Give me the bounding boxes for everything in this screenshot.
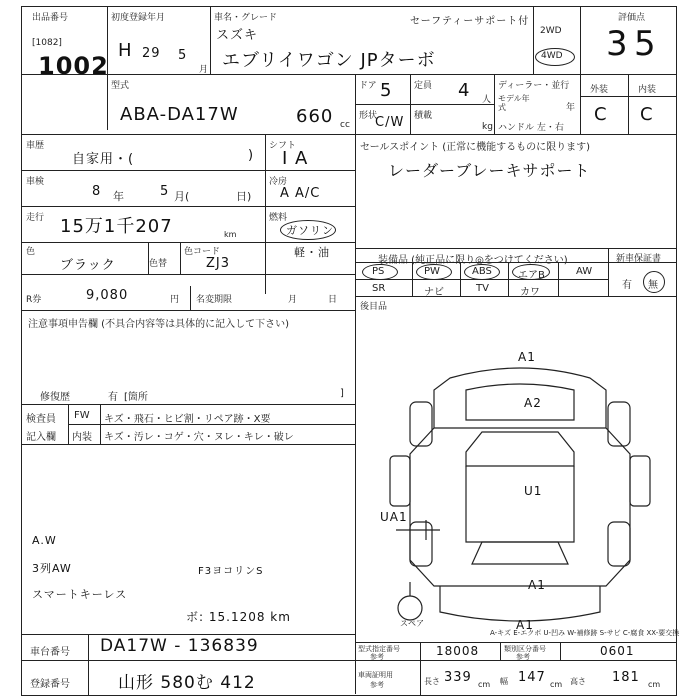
load-label: 積載 [414,111,433,121]
inspection-month-unit: 月( [174,190,190,203]
equip-pw: PW [424,266,440,277]
fuel-gas: ガソリン [286,224,334,237]
interior: C [640,104,654,125]
shift-label: シフト [269,141,297,151]
model-year: モデル年式 [498,94,530,112]
repair-bracket: [箇所 [124,392,148,403]
plate: 山形 580む 412 [118,673,256,693]
score-int: 3 [606,24,629,64]
shape-label: 形状 [359,111,378,121]
diagram-spare: スペア [400,619,424,628]
equipment-label: 装備品 (純正品に限り◎をつけてください) [378,255,568,266]
load-unit: kg [482,122,493,132]
car-note: セーフティーサポート付 [410,16,530,27]
recycle-unit: 円 [170,295,180,305]
remark-right: F3ヨコリンS [198,566,264,577]
inspection-year: 8 [92,184,102,199]
length-label: 長さ [424,677,440,686]
height-label: 高さ [570,677,586,686]
inspection-year-unit: 年 [113,190,124,203]
remark-odo: ボ: 15.1208 km [186,610,291,624]
score-dec: 5 [634,24,657,64]
history-label: 車歴 [26,141,45,151]
color-change: 色替 [149,259,168,269]
width-label: 幅 [500,677,508,686]
fuel-label: 燃料 [269,213,288,223]
lot-code: [1082] [32,38,62,48]
car-model: エブリイワゴン JPターボ [222,50,436,71]
capacity-label: 定員 [414,81,433,91]
name-change-day: 日 [328,295,338,305]
registration-year: 29 [142,46,161,61]
diagram-a1-bottom: A1 [528,578,546,592]
inspection-month: 5 [160,184,170,199]
checker-inner: 内装 [72,432,92,443]
color: ブラック [60,258,116,273]
equip-tv: TV [476,283,489,294]
equip-abs: ABS [472,266,492,277]
remark-1: A.W [32,534,57,547]
name-change-label: 名変期限 [196,295,233,305]
inspection-day-unit: 日) [236,190,252,203]
sales-point-label: セールスポイント (正常に機能するものに限ります) [360,142,591,153]
exterior: C [594,104,608,125]
dealer-label: ディーラー・並行 [498,81,570,91]
displacement-unit: cc [340,120,350,130]
car-diagram [370,350,670,640]
remark-2: 3列AW [32,562,72,575]
history-close: ) [248,148,255,163]
length-unit: cm [478,680,491,689]
damage-legend: A-キズ E-エクボ U-凹み W-補修跡 S-サビ C-腐食 XX-要交換 [490,629,680,637]
handle: ハンドル 左・右 [498,123,564,133]
displacement: 660 [296,106,334,127]
doors-label: ドア [359,81,377,91]
model-code-label: 型式 [111,81,130,91]
mileage-label: 走行 [26,213,45,223]
aircon-label: 冷房 [269,177,288,187]
equip-ps: PS [372,266,385,277]
history: 自家用・( [72,152,135,167]
repair-label: 修復歴 [40,392,70,403]
lot-number: 1002 [38,52,109,80]
fuel-diesel: 軽・油 [294,246,330,259]
diagram-a1-rear: A1 [516,618,534,632]
doors: 5 [380,80,393,101]
inspection-label: 車検 [26,177,45,187]
interior-label: 内装 [638,85,657,95]
aircon: A A/C [280,186,321,201]
equip-aw: AW [576,266,593,277]
diagram-a1-top: A1 [518,350,536,364]
dim-ref: 参考 [370,681,384,689]
diagram-ua1: UA1 [380,510,408,524]
type-no-label: 型式指定番号 [358,645,400,653]
remark-3: スマートキーレス [32,588,128,601]
width: 147 [518,670,546,685]
chassis: DA17W - 136839 [100,636,259,656]
registration-era: H [118,40,133,61]
plate-label: 登録番号 [30,679,70,690]
diagram-a2: A2 [524,396,542,410]
checker-label-1: 検査員 [26,414,56,425]
color-code: ZJ3 [206,256,231,271]
drive-4wd: 4WD [541,51,563,61]
equip-airb: エアB [518,270,545,281]
registration-month: 5 [178,48,188,63]
exterior-label: 外装 [590,85,609,95]
repair-close: ] [340,388,344,399]
type-no-ref: 参考 [370,653,384,661]
capacity: 4 [458,80,471,101]
shape: C/W [375,115,405,130]
height: 181 [612,670,640,685]
chassis-label: 車台番号 [30,647,70,658]
class-label: 類別区分番号 [504,645,546,653]
model-code: ABA-DA17W [120,104,239,125]
checker-label-2: 記入欄 [26,432,56,443]
car-make: スズキ [216,28,259,43]
diagram-u1: U1 [524,484,543,498]
capacity-unit: 人 [482,95,492,105]
width-unit: cm [550,680,563,689]
checker-inner-text: キズ・汚レ・コゲ・穴・ヌレ・キレ・破レ [104,432,294,443]
recycle-label: R券 [26,295,42,305]
class-ref: 参考 [516,653,530,661]
length: 339 [444,670,472,685]
warranty-label: 新車保証書 [616,254,662,264]
car-label: 車名・グレード [214,13,278,23]
checker-fw-text: キズ・飛石・ヒビ割・リペア跡・X要 [104,414,271,425]
sales-point: レーダーブレーキサポート [388,161,591,180]
height-unit: cm [648,680,661,689]
score-label: 評価点 [618,13,646,23]
checker-fw: FW [74,410,90,421]
drive-2wd: 2WD [540,26,562,36]
color-label: 色 [26,247,36,257]
warranty-yes: 有 [622,280,632,291]
registration-month-unit: 月 [199,65,209,75]
model-year-unit: 年 [566,103,576,113]
recycle: 9,080 [86,288,129,303]
type-no: 18008 [436,644,480,658]
after-seat-label: 後目品 [360,302,388,312]
lot-label: 出品番号 [32,13,69,23]
registration-label: 初度登録年月 [111,13,166,23]
name-change-month: 月 [288,295,298,305]
equip-sr: SR [372,283,386,294]
equip-navi: ナビ [424,287,444,298]
shift: I A [282,148,309,169]
class-no: 0601 [600,644,635,658]
mileage: 15万1千207 [60,216,173,237]
color-code-label: 色コード [184,247,221,257]
notes-label: 注意事項申告欄 (不具合内容等は具体的に記入して下さい) [28,319,289,330]
mileage-unit: km [224,230,237,239]
warranty-no: 無 [648,280,658,291]
repair-value: 有 [108,392,118,403]
equip-leather: カワ [520,287,540,298]
dim-label: 車両証明用 [358,671,393,679]
